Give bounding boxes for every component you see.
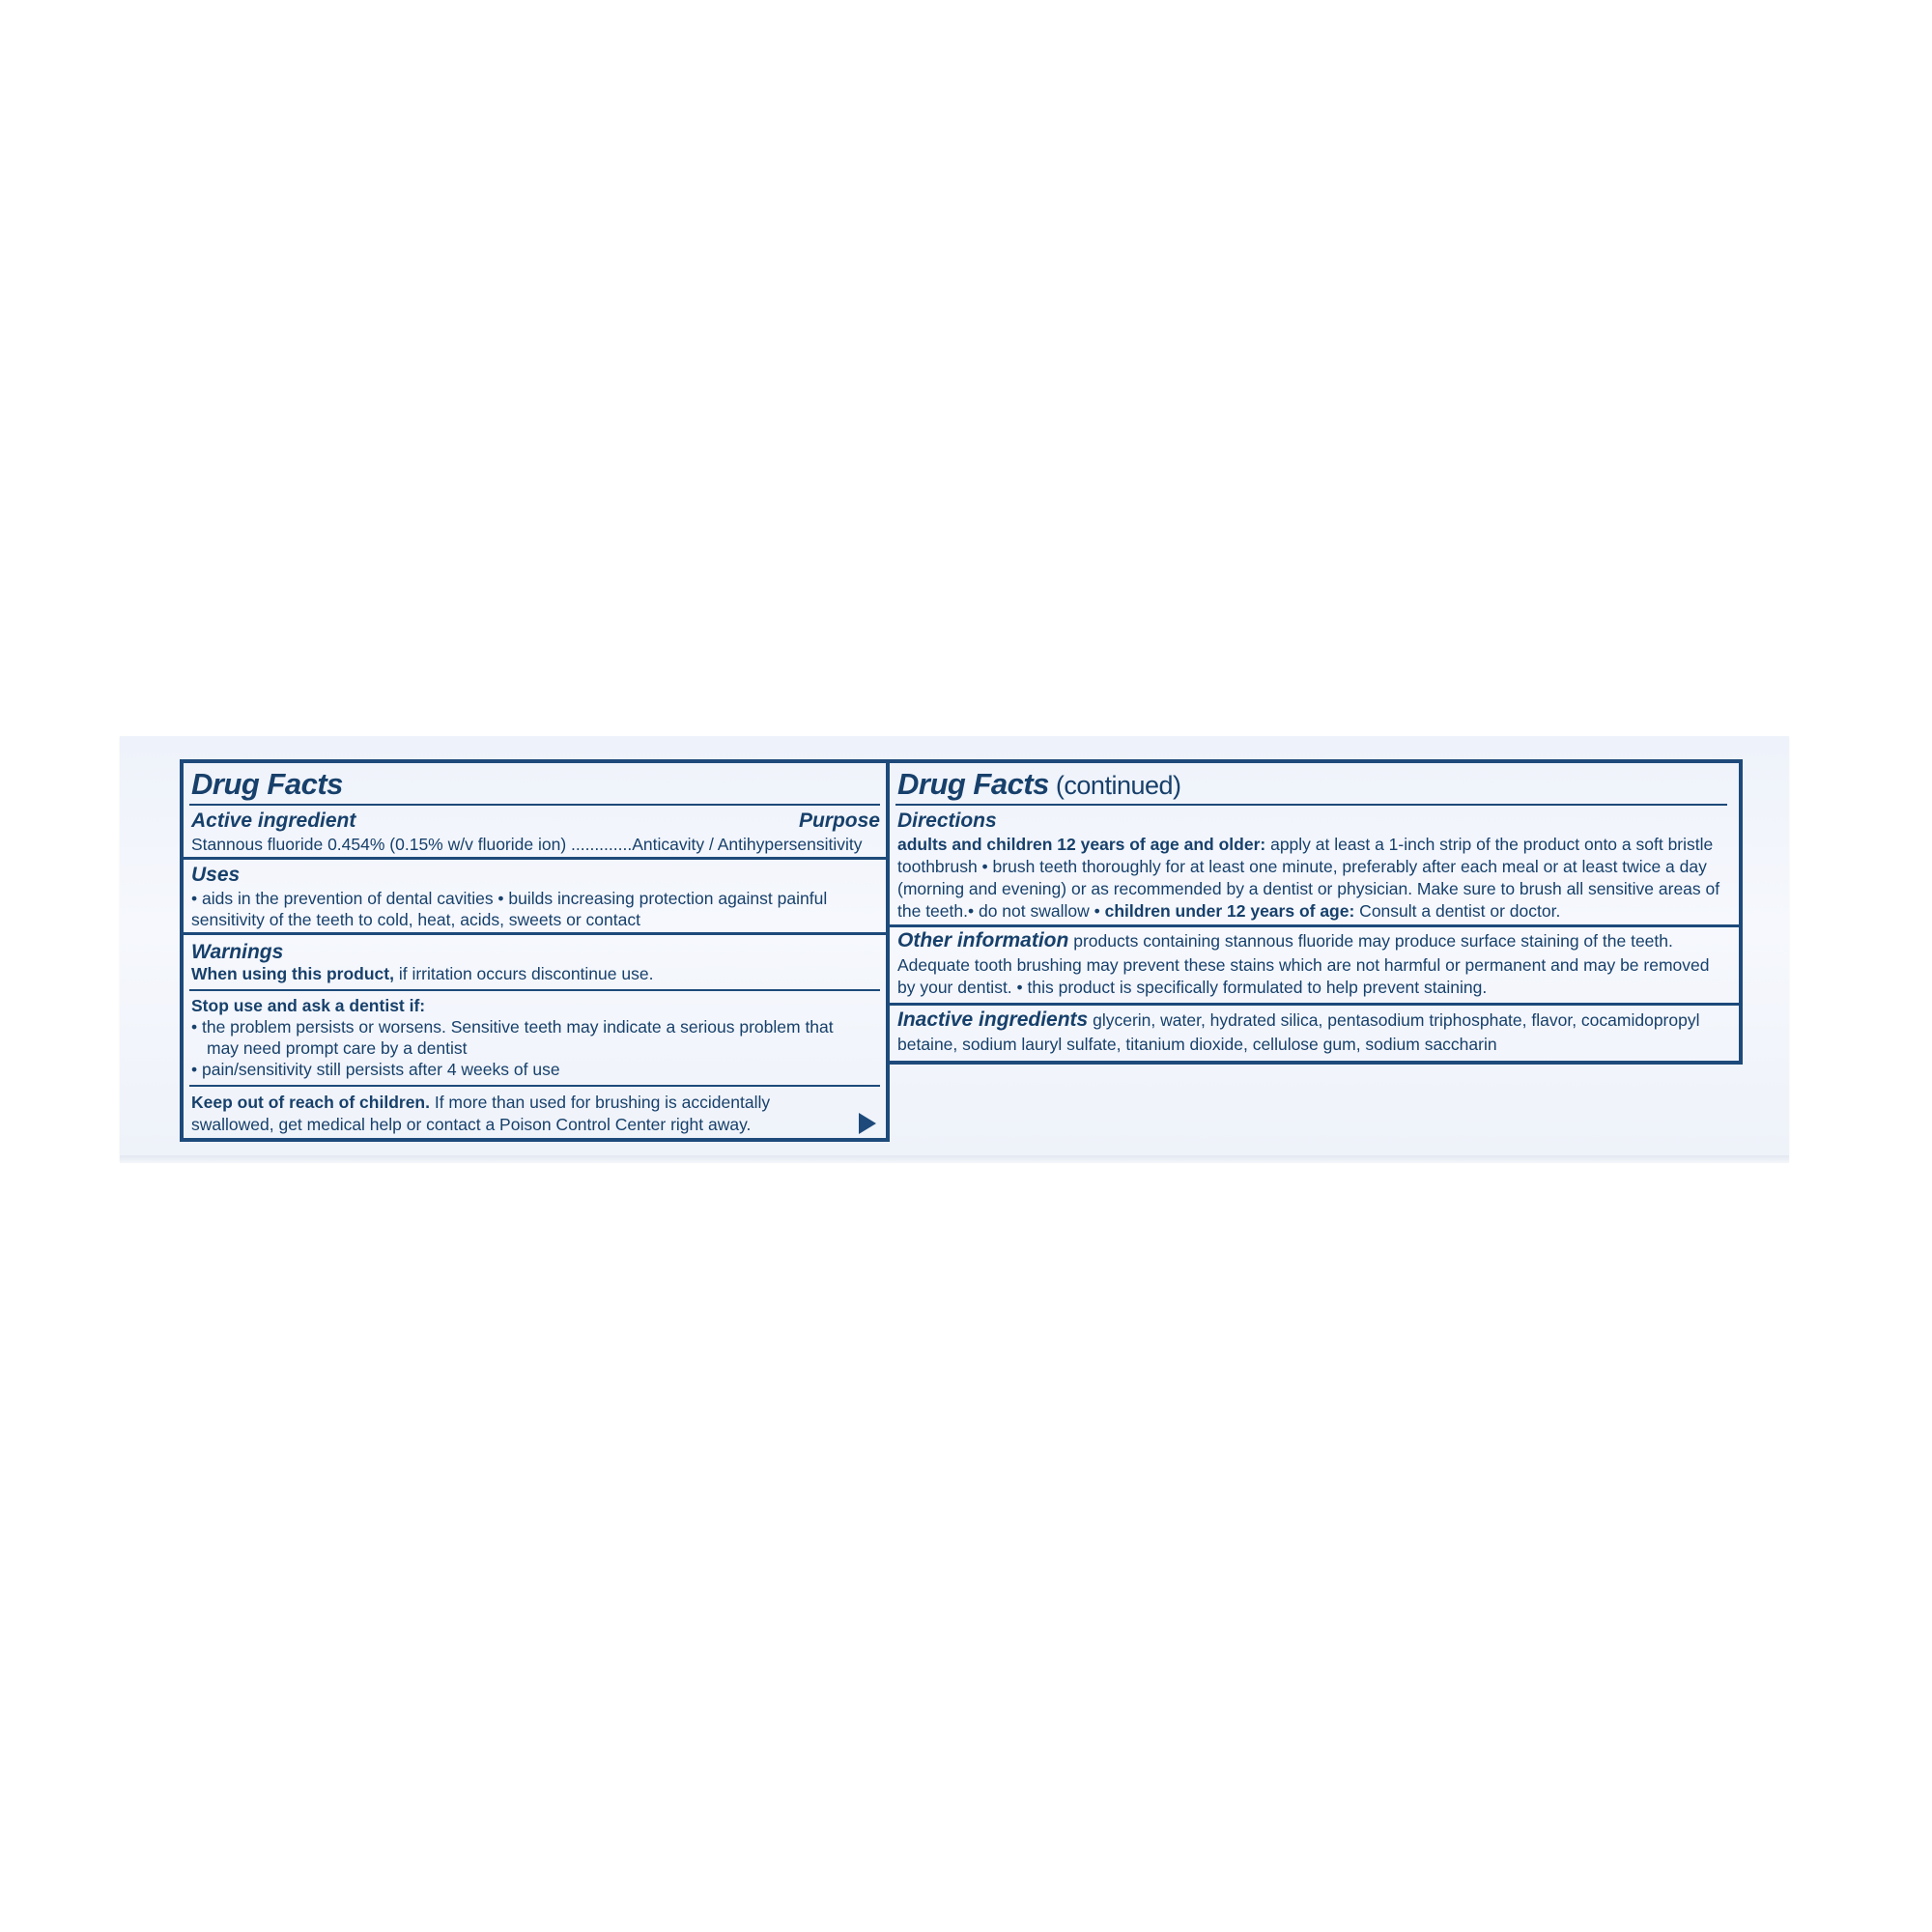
- directions-text: apply at least a 1-inch strip of the product onto a soft bristle: [1265, 835, 1714, 854]
- other-info-line: by your dentist. • this product is specifically formulated to help prevent staining.: [897, 978, 1488, 997]
- stop-use-header: Stop use and ask a dentist if:: [191, 996, 426, 1015]
- keep-out-bold: Keep out of reach of children.: [191, 1093, 430, 1112]
- inactive-ingredients-header: Inactive ingredients: [897, 1009, 1089, 1031]
- carton-bottom-edge: [120, 1155, 1789, 1163]
- directions-line: (morning and evening) or as recommended by a dentist or physician. Make sure to brush all sensitive areas of: [897, 879, 1720, 898]
- purpose-header: Purpose: [798, 810, 880, 832]
- directions-header: Directions: [897, 810, 997, 832]
- active-ingredient-line: Stannous fluoride 0.454% (0.15% w/v fluoride ion) .............Anticavity / Antihypersensitivity: [191, 835, 863, 854]
- directions-line: [897, 900, 1560, 922]
- warnings-divider: [189, 989, 880, 991]
- stop-use-item: may need prompt care by a dentist: [207, 1038, 468, 1058]
- uses-header: Uses: [191, 864, 241, 886]
- drug-facts-right-panel: [886, 759, 1743, 1065]
- directions-bold: adults and children 12 years of age and older:: [897, 835, 1266, 854]
- other-info-text: products containing stannous fluoride may produce surface staining of the teeth.: [1068, 931, 1673, 951]
- inactive-ingredients-text: glycerin, water, hydrated silica, pentasodium triphosphate, flavor, cocamidopropyl: [1088, 1010, 1700, 1030]
- title-divider: [189, 804, 880, 806]
- other-info-line: Adequate tooth brushing may prevent these stains which are not harmful or permanent and may be removed: [897, 955, 1710, 975]
- section-divider: [184, 857, 886, 860]
- stop-use-item: • pain/sensitivity still persists after 4 weeks of use: [191, 1060, 560, 1079]
- other-info-line: [897, 930, 1673, 952]
- section-divider: [890, 1003, 1739, 1006]
- directions-line: toothbrush • brush teeth thoroughly for at least one minute, preferably after each meal or at least twice a day: [897, 857, 1707, 876]
- warnings-divider: [189, 1085, 880, 1087]
- other-info-header: Other information: [897, 929, 1069, 952]
- directions-bold: children under 12 years of age:: [1104, 901, 1355, 921]
- keep-out-line: swallowed, get medical help or contact a Poison Control Center right away.: [191, 1115, 752, 1134]
- warnings-header: Warnings: [191, 941, 284, 963]
- continued-label: (continued): [1048, 771, 1181, 800]
- uses-line: • aids in the prevention of dental cavities • builds increasing protection against painful: [191, 889, 828, 908]
- drug-facts-title: Drug Facts: [897, 767, 1049, 801]
- drug-facts-title: Drug Facts: [191, 767, 343, 801]
- keep-out-text: If more than used for brushing is accidentally: [429, 1093, 771, 1112]
- section-divider: [184, 932, 886, 935]
- active-ingredient-header: Active ingredient: [191, 810, 356, 832]
- inactive-ingredients-line: betaine, sodium lauryl sulfate, titanium dioxide, cellulose gum, sodium saccharin: [897, 1035, 1497, 1054]
- drug-facts-continued-title: [897, 767, 1181, 802]
- keep-out-line: [191, 1092, 770, 1113]
- uses-line: sensitivity of the teeth to cold, heat, acids, sweets or contact: [191, 910, 640, 929]
- stop-use-item: • the problem persists or worsens. Sensitive teeth may indicate a serious problem that: [191, 1017, 834, 1037]
- directions-text: Consult a dentist or doctor.: [1354, 901, 1561, 921]
- inactive-ingredients-line: [897, 1009, 1699, 1031]
- title-divider: [895, 804, 1727, 806]
- drug-facts-left-panel: [180, 759, 890, 1142]
- directions-line: [897, 834, 1713, 855]
- section-divider: [890, 924, 1739, 927]
- when-using-bold: When using this product,: [191, 964, 394, 983]
- when-using-line: [191, 963, 653, 984]
- directions-text: the teeth.• do not swallow •: [897, 901, 1105, 921]
- when-using-text: if irritation occurs discontinue use.: [393, 964, 654, 983]
- continue-arrow-icon: [859, 1113, 876, 1134]
